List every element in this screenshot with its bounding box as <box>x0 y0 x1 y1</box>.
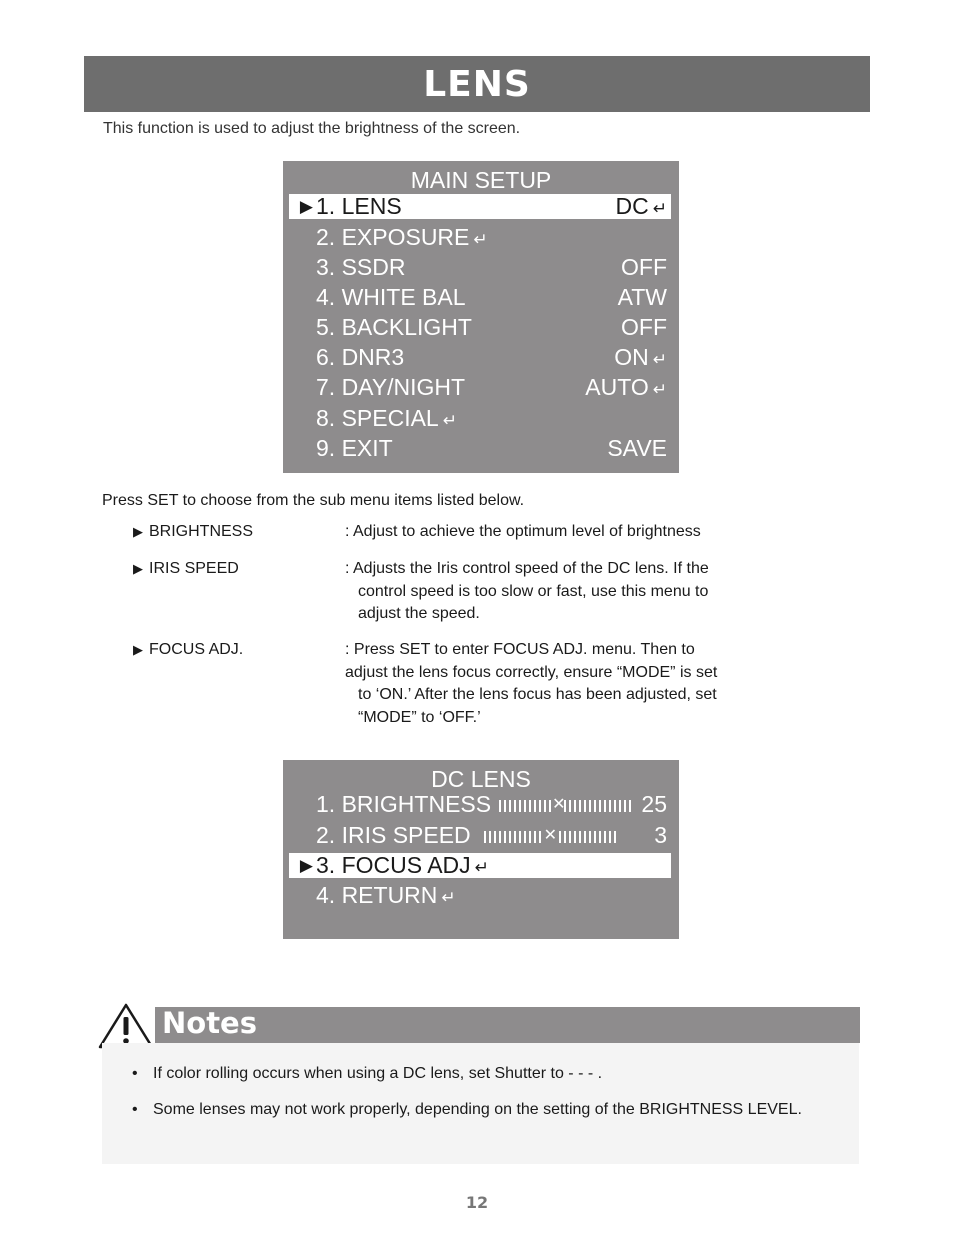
desc-line: adjust the speed. <box>358 605 480 622</box>
menu-item-label: 2. IRIS SPEED <box>316 822 471 848</box>
page-title: LENS <box>423 63 531 105</box>
bullet-icon: • <box>132 1101 138 1118</box>
menu-item-label: 4. RETURN <box>316 882 438 908</box>
notes-title: Notes <box>162 1006 257 1040</box>
menu-item-label: 7. DAY/NIGHT <box>316 374 466 400</box>
enter-arrow-icon: ↵ <box>652 350 667 369</box>
menu-item-value: DC <box>615 193 649 219</box>
menu-item-label: 6. DNR3 <box>316 344 405 370</box>
intro-text: This function is used to adjust the brightness of the screen. <box>103 120 521 137</box>
menu-item-label: 3. FOCUS ADJ <box>316 852 471 878</box>
menu-item-value: ON <box>614 344 649 370</box>
menu-item-dnr3[interactable] <box>289 345 671 370</box>
enter-arrow-icon: ↵ <box>652 380 667 399</box>
right-triangle-icon: ▶ <box>133 642 143 657</box>
menu-item-label: 9. EXIT <box>316 435 393 461</box>
menu-item-lens[interactable] <box>289 194 671 219</box>
menu-item-iris-speed[interactable] <box>289 823 671 848</box>
menu-item-value: OFF <box>621 314 667 340</box>
menu-item-exposure[interactable] <box>289 225 671 250</box>
menu-item-ssdr[interactable] <box>289 255 671 280</box>
desc-line: : Adjusts the Iris control speed of the DC lens. If the <box>345 560 709 577</box>
notes-header-bar <box>155 1007 860 1043</box>
menu-item-value: AUTO <box>585 374 649 400</box>
note-item: • Some lenses may not work properly, depending on the setting of the BRIGHTNESS LEVEL. <box>132 1099 822 1122</box>
enter-arrow-icon: ↵ <box>441 888 456 907</box>
selection-arrow-icon: ▶ <box>299 855 313 875</box>
desc-name: BRIGHTNESS <box>149 523 254 540</box>
desc-line: control speed is too slow or fast, use this menu to <box>358 582 709 600</box>
desc-name: IRIS SPEED <box>149 560 239 577</box>
desc-line: to ‘ON.’ After the lens focus has been adjusted, set <box>358 686 717 703</box>
bullet-icon: • <box>132 1065 138 1082</box>
desc-line: adjust the lens focus correctly, ensure “MODE” is set <box>345 663 718 681</box>
menu-item-backlight[interactable] <box>289 315 671 340</box>
note-item: • If color rolling occurs when using a DC lens, set Shutter to - - - . <box>132 1063 822 1086</box>
x-knob-icon: ✕ <box>552 795 566 813</box>
menu-item-label: 5. BACKLIGHT <box>316 314 472 340</box>
menu-item-special[interactable] <box>289 406 671 431</box>
iris-speed-value: 3 <box>654 822 667 848</box>
main-setup-title: MAIN SETUP <box>410 167 552 193</box>
menu-item-brightness[interactable] <box>289 792 671 817</box>
desc-name: FOCUS ADJ. <box>149 641 244 658</box>
selection-arrow-icon: ▶ <box>299 196 313 216</box>
menu-item-label: 1. LENS <box>316 193 402 219</box>
menu-item-white-bal[interactable] <box>289 285 671 310</box>
desc-line: : Adjust to achieve the optimum level of brightness <box>345 523 701 540</box>
dc-lens-title: DC LENS <box>431 766 531 792</box>
main-setup-menu <box>283 161 679 473</box>
enter-arrow-icon: ↵ <box>442 411 457 430</box>
brightness-value: 25 <box>641 791 667 817</box>
right-triangle-icon: ▶ <box>133 524 143 539</box>
menu-item-return[interactable] <box>289 883 671 908</box>
enter-arrow-icon: ↵ <box>473 230 488 249</box>
menu-item-label: 4. WHITE BAL <box>316 284 466 310</box>
menu-item-label: 3. SSDR <box>316 254 406 280</box>
menu-item-label: 2. EXPOSURE <box>316 224 470 250</box>
menu-item-value: ATW <box>617 284 667 310</box>
menu-item-label: 8. SPECIAL <box>316 405 439 431</box>
press-set-text: Press SET to choose from the sub menu items listed below. <box>102 492 525 509</box>
menu-item-exit[interactable] <box>289 436 671 461</box>
page-title-bar <box>84 56 870 112</box>
enter-arrow-icon: ↵ <box>652 199 667 218</box>
menu-item-day-night[interactable] <box>289 375 671 400</box>
menu-item-focus-adj[interactable] <box>289 853 671 878</box>
menu-item-value: SAVE <box>607 435 667 461</box>
brightness-slider[interactable] <box>499 795 631 813</box>
dc-lens-menu <box>283 760 679 939</box>
page-number: 12 <box>465 1193 489 1212</box>
desc-line: : Press SET to enter FOCUS ADJ. menu. Then to <box>345 641 695 658</box>
enter-arrow-icon: ↵ <box>474 858 489 877</box>
x-knob-icon: ✕ <box>543 826 558 844</box>
right-triangle-icon: ▶ <box>133 561 143 576</box>
menu-item-label: 1. BRIGHTNESS <box>316 791 492 817</box>
iris-speed-slider[interactable] <box>484 826 616 844</box>
menu-item-value: OFF <box>621 254 667 280</box>
desc-line: “MODE” to ‘OFF.’ <box>358 708 481 726</box>
